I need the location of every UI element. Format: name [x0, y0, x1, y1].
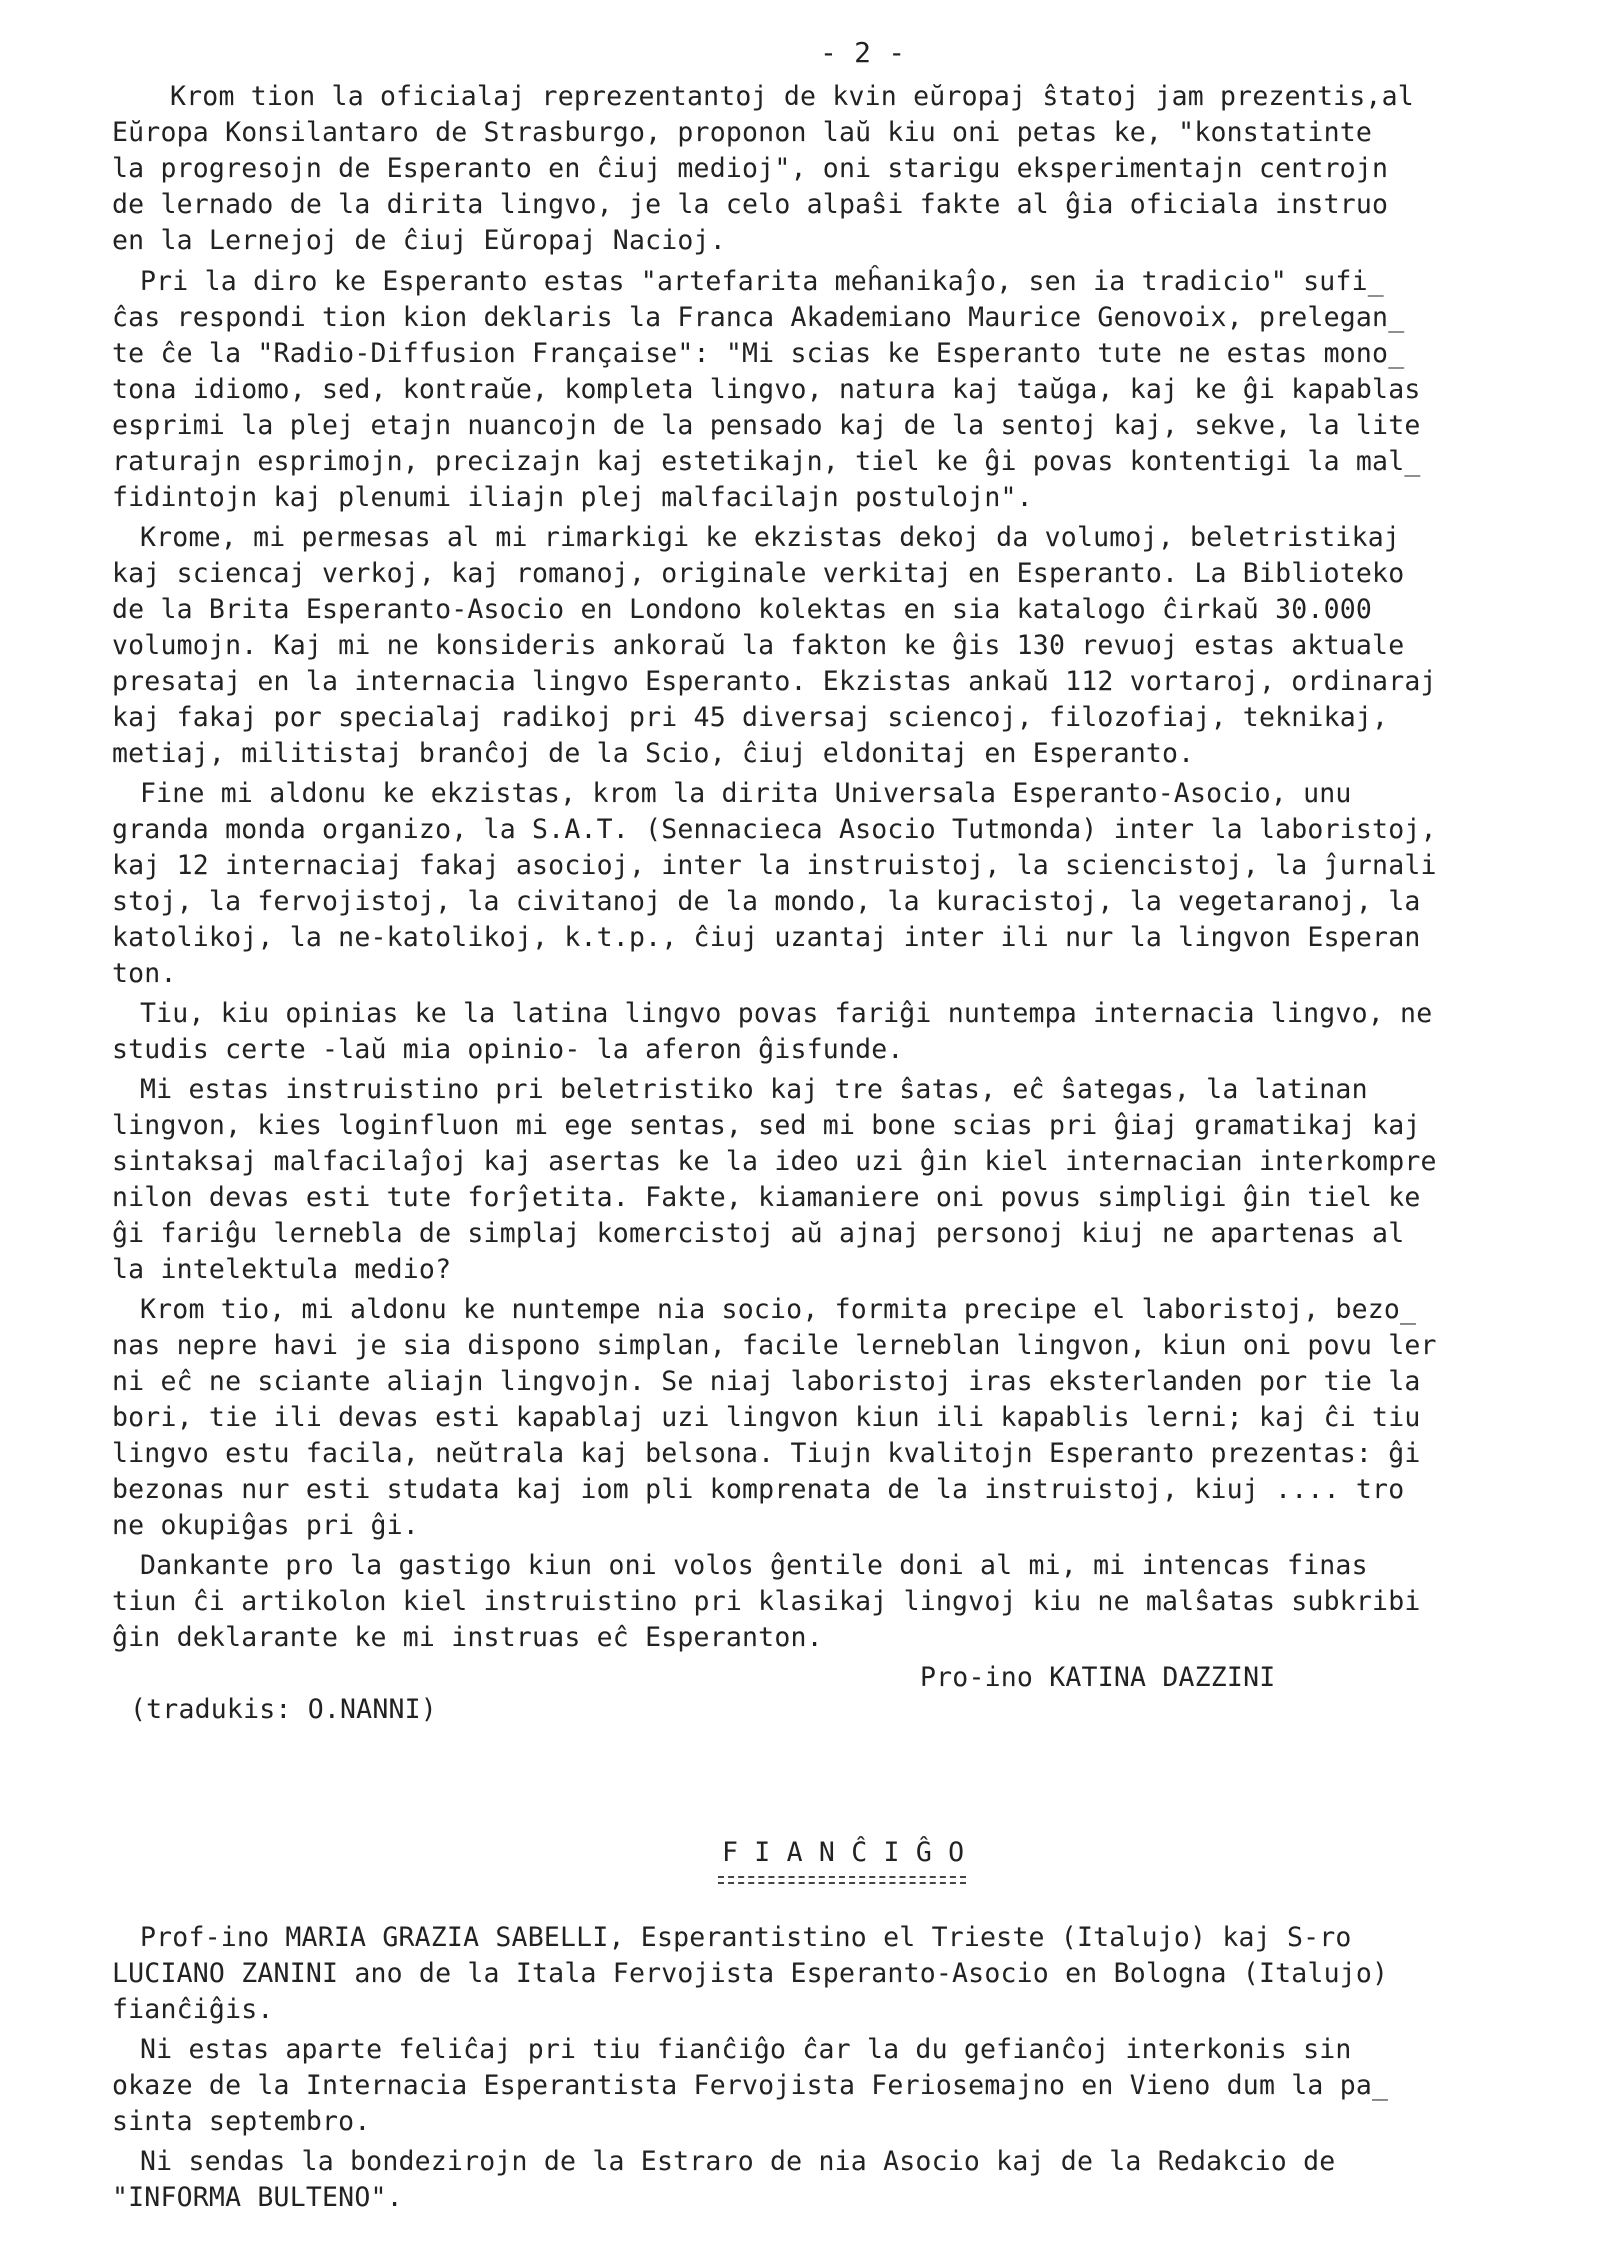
page-number: - 2 -: [820, 36, 906, 69]
text-line: te ĉe la "Radio-Diffusion Française": "Mi scias ke Esperanto tute ne estas mono_: [112, 338, 1405, 369]
text-line: LUCIANO ZANINI ano de la Itala Fervojista Esperanto-Asocio en Bologna (Italujo): [112, 1958, 1389, 1989]
text-line: nas nepre havi je sia dispono simplan, facile lerneblan lingvon, kiun oni povu ler: [112, 1330, 1437, 1361]
text-line: Pro-ino KATINA DAZZINI: [920, 1662, 1276, 1693]
text-line: de la Brita Esperanto-Asocio en Londono kolektas en sia katalogo ĉirkaŭ 30.000: [112, 594, 1373, 625]
text-line: ĝi fariĝu lernebla de simplaj komercistoj aŭ ajnaj personoj kiuj ne apartenas al: [112, 1218, 1405, 1249]
text-line: Ni estas aparte feliĉaj pri tiu fianĉiĝo ĉar la du gefianĉoj interkonis sin: [140, 2034, 1352, 2065]
text-line: la progresojn de Esperanto en ĉiuj medioj", oni starigu eksperimentajn centrojn: [112, 153, 1389, 184]
text-line: okaze de la Internacia Esperantista Fervojista Feriosemajno en Vieno dum la pa_: [112, 2070, 1389, 2101]
text-line: katolikoj, la ne-katolikoj, k.t.p., ĉiuj uzantaj inter ili nur la lingvon Esperan: [112, 922, 1421, 953]
text-line: "INFORMA BULTENO".: [112, 2182, 403, 2213]
text-line: ni eĉ ne sciante aliajn lingvojn. Se niaj laboristoj iras eksterlanden por tie la: [112, 1366, 1421, 1397]
title-underline: [718, 1876, 966, 1878]
text-line: tiun ĉi artikolon kiel instruistino pri klasikaj lingvoj kiu ne malŝatas subkribi: [112, 1586, 1421, 1617]
text-line: en la Lernejoj de ĉiuj Eŭropaj Nacioj.: [112, 225, 726, 256]
text-line: de lernado de la dirita lingvo, je la celo alpaŝi fakte al ĝia oficiala instruo: [112, 189, 1389, 220]
text-line: bori, tie ili devas esti kapablaj uzi lingvon kiun ili kapablis lerni; kaj ĉi tiu: [112, 1402, 1421, 1433]
text-line: volumojn. Kaj mi ne konsideris ankoraŭ la fakton ke ĝis 130 revuoj estas aktuale: [112, 630, 1405, 661]
text-line: ne okupiĝas pri ĝi.: [112, 1510, 419, 1541]
text-line: lingvon, kies loginfluon mi ege sentas, sed mi bone scias pri ĝiaj gramatikaj kaj: [112, 1110, 1421, 1141]
text-line: tona idiomo, sed, kontraŭe, kompleta lingvo, natura kaj taŭga, kaj ke ĝi kapablas: [112, 374, 1421, 405]
text-line: metiaj, militistaj branĉoj de la Scio, ĉiuj eldonitaj en Esperanto.: [112, 738, 1195, 769]
text-line: nilon devas esti tute forĵetita. Fakte, kiamaniere oni povus simpligi ĝin tiel ke: [112, 1182, 1421, 1213]
text-line: Pri la diro ke Esperanto estas "artefarita meĥanikaĵo, sen ia tradicio" sufi_: [140, 266, 1384, 297]
text-line: Mi estas instruistino pri beletristiko kaj tre ŝatas, eĉ ŝategas, la latinan: [140, 1074, 1368, 1105]
text-line: Tiu, kiu opinias ke la latina lingvo povas fariĝi nuntempa internacia lingvo, ne: [140, 998, 1433, 1029]
text-line: Krom tion la oficialaj reprezentantoj de kvin eŭropaj ŝtatoj jam prezentis,al: [170, 81, 1414, 112]
text-line: sintaksaj malfacilaĵoj kaj asertas ke la ideo uzi ĝin kiel internacian interkompre: [112, 1146, 1437, 1177]
text-line: Eŭropa Konsilantaro de Strasburgo, proponon laŭ kiu oni petas ke, "konstatinte: [112, 117, 1373, 148]
text-line: Ni sendas la bondezirojn de la Estraro de nia Asocio kaj de la Redakcio de: [140, 2146, 1336, 2177]
text-line: fianĉiĝis.: [112, 1994, 274, 2025]
text-line: stoj, la fervojistoj, la civitanoj de la mondo, la kuracistoj, la vegetaranoj, la: [112, 886, 1421, 917]
text-line: lingvo estu facila, neŭtrala kaj belsona. Tiujn kvalitojn Esperanto prezentas: ĝi: [112, 1438, 1421, 1469]
text-line: Fine mi aldonu ke ekzistas, krom la dirita Universala Esperanto-Asocio, unu: [140, 778, 1352, 809]
text-line: bezonas nur esti studata kaj iom pli komprenata de la instruistoj, kiuj .... tro: [112, 1474, 1405, 1505]
text-line: ĝin deklarante ke mi instruas eĉ Esperanton.: [112, 1622, 823, 1653]
title-underline-2: [718, 1882, 966, 1884]
text-line: la intelektula medio?: [112, 1254, 452, 1285]
text-line: Krom tio, mi aldonu ke nuntempe nia socio, formita precipe el laboristoj, bezo_: [140, 1294, 1417, 1325]
text-line: esprimi la plej etajn nuancojn de la pensado kaj de la sentoj kaj, sekve, la lite: [112, 410, 1421, 441]
text-line: Krome, mi permesas al mi rimarkigi ke ekzistas dekoj da volumoj, beletristikaj: [140, 522, 1401, 553]
text-line: (tradukis: O.NANNI): [130, 1694, 437, 1725]
text-line: ĉas respondi tion kion deklaris la Franca Akademiano Maurice Genovoix, prelegan_: [112, 302, 1405, 333]
text-line: presataj en la internacia lingvo Esperanto. Ekzistas ankaŭ 112 vortaroj, ordinaraj: [112, 666, 1437, 697]
text-line: kaj fakaj por specialaj radikoj pri 45 diversaj sciencoj, filozofiaj, teknikaj,: [112, 702, 1389, 733]
text-line: kaj sciencaj verkoj, kaj romanoj, originale verkitaj en Esperanto. La Biblioteko: [112, 558, 1405, 589]
text-line: granda monda organizo, la S.A.T. (Sennacieca Asocio Tutmonda) inter la laboristoj,: [112, 814, 1437, 845]
text-line: Dankante pro la gastigo kiun oni volos ĝentile doni al mi, mi intencas finas: [140, 1550, 1368, 1581]
text-line: raturajn esprimojn, precizajn kaj estetikajn, tiel ke ĝi povas kontentigi la mal_: [112, 446, 1421, 477]
text-line: sinta septembro.: [112, 2106, 371, 2137]
text-line: F I A N Ĉ I Ĝ O: [722, 1837, 965, 1868]
text-line: fidintojn kaj plenumi iliajn plej malfacilajn postulojn".: [112, 482, 1033, 513]
text-line: studis certe -laŭ mia opinio- la aferon ĝisfunde.: [112, 1034, 904, 1065]
text-line: Prof-ino MARIA GRAZIA SABELLI, Esperantistino el Trieste (Italujo) kaj S-ro: [140, 1922, 1352, 1953]
text-line: kaj 12 internaciaj fakaj asocioj, inter la instruistoj, la sciencistoj, la ĵurnali: [112, 850, 1437, 881]
text-line: ton.: [112, 958, 177, 989]
